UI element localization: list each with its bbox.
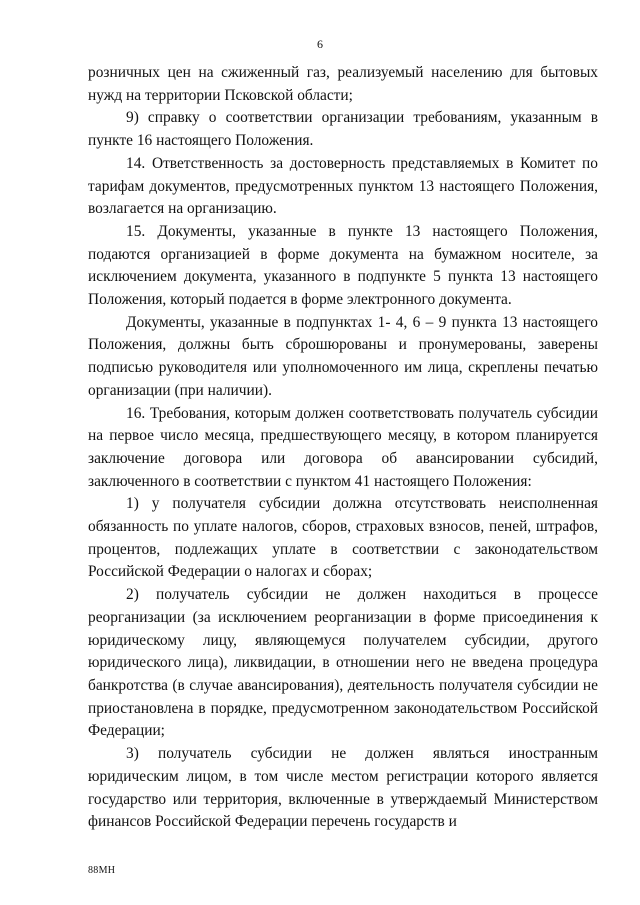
paragraph: 9) справку о соответствии организации требованиям, указанным в пункте 16 настоящего Положения. xyxy=(88,109,598,150)
document-body xyxy=(88,62,598,834)
paragraph: розничных цен на сжиженный газ, реализуемый населению для бытовых нужд на территории Псковской области; xyxy=(88,64,598,104)
paragraph: 2) получатель субсидии не должен находиться в процессе реорганизации (за исключением реорганизации в форме присоединения к юридическому лицу, являющемуся получателем субсидии, другого юридического лица), ликвидации, в отношении него не введена процедура банкротства (в случае авансирования), деятельность получателя субсидии не приостановлена в порядке, предусмотренном законодательством Российской Федерации; xyxy=(88,586,598,740)
paragraph: 16. Требования, которым должен соответствовать получатель субсидии на первое число месяца, предшествующего месяцу, в котором планируется заключение договора или договора об авансировании субсидий, заключенного в соответствии с пунктом 41 настоящего Положения: xyxy=(88,404,598,490)
paragraph: Документы, указанные в подпунктах 1- 4, 6 – 9 пункта 13 настоящего Положения, должны быть сброшюрованы и пронумерованы, заверены подписью руководителя или уполномоченного им лица, скреплены печатью организации (при наличии). xyxy=(88,313,598,399)
paragraph: 1) у получателя субсидии должна отсутствовать неисполненная обязанность по уплате налогов, сборов, страховых взносов, пеней, штрафов, процентов, подлежащих уплате в соответствии с законодательством Российской Федерации о налогах и сборах; xyxy=(88,495,598,581)
paragraph: 3) получатель субсидии не должен являться иностранным юридическим лицом, в том числе местом регистрации которого является государство или территория, включенные в утверждаемый Министерством финансов Российской Федерации перечень государств и xyxy=(88,745,598,831)
paragraph: 15. Документы, указанные в пункте 13 настоящего Положения, подаются организацией в форме документа на бумажном носителе, за исключением документа, указанного в подпункте 5 пункта 13 настоящего Положения, который подается в форме электронного документа. xyxy=(88,222,598,309)
page-number: 6 xyxy=(317,37,323,51)
paragraph: 14. Ответственность за достоверность представляемых в Комитет по тарифам документов, предусмотренных пунктом 13 настоящего Положения, возлагается на организацию. xyxy=(88,154,598,218)
footer-code: 88МН xyxy=(88,865,116,876)
